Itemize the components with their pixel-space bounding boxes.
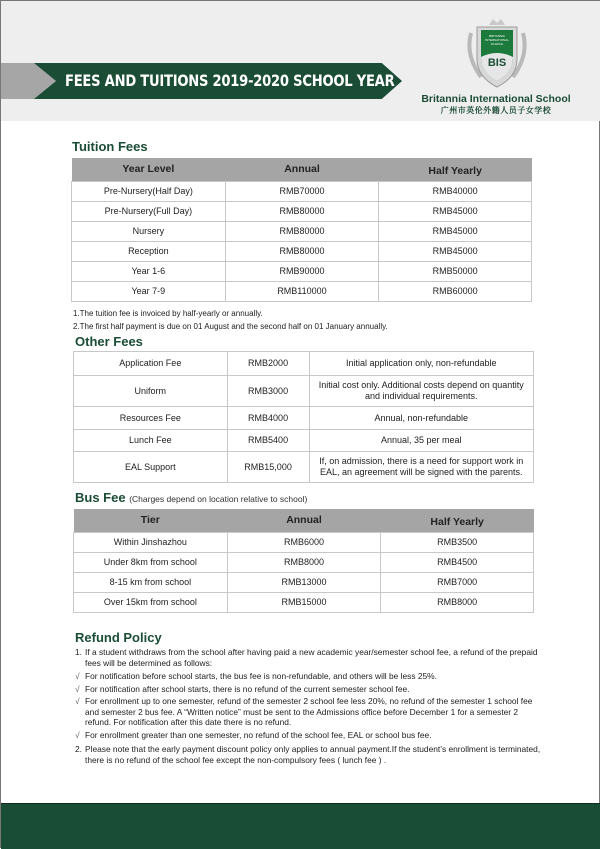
table-cell: Application Fee <box>74 352 228 376</box>
check-mark-icon: √ <box>75 696 80 706</box>
table-cell: RMB45000 <box>379 221 532 241</box>
table-row <box>74 430 534 452</box>
list-number: 2. <box>75 744 82 754</box>
page-title: FEES AND TUITIONS 2019-2020 SCHOOL YEAR <box>65 71 395 90</box>
table-row <box>72 281 532 301</box>
bus-fee-subtitle: (Charges depend on location relative to school) <box>129 494 308 504</box>
table-row <box>74 552 534 572</box>
table-cell: Uniform <box>74 376 228 407</box>
refund-item <box>75 744 545 765</box>
column-header: Annual <box>225 158 379 181</box>
table-cell: RMB80000 <box>225 241 379 261</box>
table-cell: RMB6000 <box>227 532 381 552</box>
svg-text:BIS: BIS <box>487 57 507 69</box>
table-cell: Year 1-6 <box>72 261 226 281</box>
table-cell: RMB50000 <box>379 261 532 281</box>
table-cell: RMB110000 <box>225 281 379 301</box>
table-row <box>74 376 534 407</box>
table-cell: RMB15000 <box>227 592 381 612</box>
svg-text:INTERNATIONAL: INTERNATIONAL <box>485 38 509 42</box>
table-row <box>72 201 532 221</box>
table-header-row <box>74 509 534 532</box>
column-header: Tier <box>74 509 228 532</box>
school-name: Britannia International School <box>421 93 571 105</box>
bus-fee-title-text: Bus Fee <box>75 490 126 505</box>
table-row <box>74 532 534 552</box>
refund-item-text: If a student withdraws from the school after having paid a new academic year/semester school fee, a refund of the prepaid fees will be determined as follows: <box>85 647 538 668</box>
table-row <box>74 452 534 483</box>
table-cell: RMB3000 <box>227 376 309 407</box>
table-cell: Nursery <box>72 221 226 241</box>
table-cell: Initial application only, non-refundable <box>309 352 534 376</box>
table-cell: RMB8000 <box>381 592 534 612</box>
table-cell: RMB15,000 <box>227 452 309 483</box>
table-cell: If, on admission, there is a need for support work in EAL, an agreement will be signed with the parents. <box>309 452 534 483</box>
table-cell: RMB2000 <box>227 352 309 376</box>
table-cell: RMB45000 <box>379 241 532 261</box>
svg-text:BRITANNIA: BRITANNIA <box>489 34 505 38</box>
check-mark-icon: √ <box>75 671 80 681</box>
table-cell: RMB8000 <box>227 552 381 572</box>
table-cell: RMB45000 <box>379 201 532 221</box>
table-cell: Annual, 35 per meal <box>309 430 534 452</box>
check-mark-icon: √ <box>75 729 80 740</box>
bus-fee-table <box>73 509 534 613</box>
table-cell: Within Jinshazhou <box>74 532 228 552</box>
table-cell: Lunch Fee <box>74 430 228 452</box>
refund-check-item <box>75 696 545 728</box>
tuition-notes <box>73 307 388 333</box>
check-mark-icon: √ <box>75 683 80 694</box>
school-crest-icon <box>463 15 531 91</box>
column-header: Annual <box>227 509 381 532</box>
table-cell: Over 15km from school <box>74 592 228 612</box>
column-header: Year Level <box>72 158 226 181</box>
table-cell: RMB13000 <box>227 572 381 592</box>
refund-check-text: For notification before school starts, the bus fee is non-refundable, and others will be less 25%. <box>85 671 437 681</box>
table-cell: 8-15 km from school <box>74 572 228 592</box>
other-fees-title: Other Fees <box>75 334 143 349</box>
refund-check-text: For enrollment up to one semester, refund of the semester 2 school fee less 20%, no refund of the semester 1 school fee and semester 2 bus fee. A “Written notice” must be sent to the Admissions office before December 1 for a semester 2 refund. For notification after this date there is no refund. <box>85 696 533 727</box>
table-cell: RMB80000 <box>225 201 379 221</box>
bus-fee-title <box>75 490 307 505</box>
table-row <box>74 352 534 376</box>
refund-check-text: For enrollment greater than one semester, no refund of the school fee, EAL or school bus fee. <box>85 729 432 740</box>
table-row <box>72 261 532 281</box>
refund-check-item <box>75 671 545 682</box>
refund-policy <box>75 647 545 768</box>
table-cell: RMB3500 <box>381 532 534 552</box>
table-row <box>74 592 534 612</box>
svg-text:SCHOOL: SCHOOL <box>490 42 504 46</box>
table-row <box>72 241 532 261</box>
table-cell: Reception <box>72 241 226 261</box>
table-cell: RMB90000 <box>225 261 379 281</box>
table-cell: RMB80000 <box>225 221 379 241</box>
refund-policy-title: Refund Policy <box>75 630 162 645</box>
table-cell: Pre-Nursery(Half Day) <box>72 181 226 201</box>
table-cell: RMB70000 <box>225 181 379 201</box>
table-cell: Under 8km from school <box>74 552 228 572</box>
table-row <box>74 572 534 592</box>
table-cell: RMB7000 <box>381 572 534 592</box>
refund-check-text: For notification after school starts, there is no refund of the current semester school fee. <box>85 683 410 694</box>
page-footer-band <box>1 803 600 849</box>
tuition-fees-table <box>71 158 532 302</box>
tuition-note: 1.The tuition fee is invoiced by half-yearly or annually. <box>73 309 263 318</box>
table-cell: EAL Support <box>74 452 228 483</box>
table-cell: Initial cost only. Additional costs depend on quantity and individual requirements. <box>309 376 534 407</box>
table-cell: RMB4500 <box>381 552 534 572</box>
list-number: 1. <box>75 647 82 657</box>
tuition-note: 2.The first half payment is due on 01 August and the second half on 01 January annually. <box>73 322 388 331</box>
table-cell: RMB40000 <box>379 181 532 201</box>
column-header: Half Yearly <box>379 158 532 181</box>
other-fees-table <box>73 351 534 483</box>
table-cell: RMB60000 <box>379 281 532 301</box>
table-cell: Annual, non-refundable <box>309 407 534 430</box>
refund-check-item <box>75 730 545 741</box>
table-cell: Pre-Nursery(Full Day) <box>72 201 226 221</box>
table-row <box>74 407 534 430</box>
table-row <box>72 221 532 241</box>
table-header-row <box>72 158 532 181</box>
table-cell: RMB4000 <box>227 407 309 430</box>
table-cell: RMB5400 <box>227 430 309 452</box>
table-row <box>72 181 532 201</box>
page-header <box>1 1 600 121</box>
table-cell: Year 7-9 <box>72 281 226 301</box>
refund-item-text: Please note that the early payment discount policy only applies to annual payment.If the student’s enrollment is terminated, there is no refund of the school fee except the non-compulsory fees ( lunch fee ) . <box>85 744 541 765</box>
column-header: Half Yearly <box>381 509 534 532</box>
table-cell: Resources Fee <box>74 407 228 430</box>
tuition-fees-title: Tuition Fees <box>72 139 148 154</box>
school-name-chinese: 广州市英伦外籍人员子女学校 <box>440 106 552 115</box>
refund-check-item <box>75 684 545 695</box>
refund-item <box>75 647 545 668</box>
